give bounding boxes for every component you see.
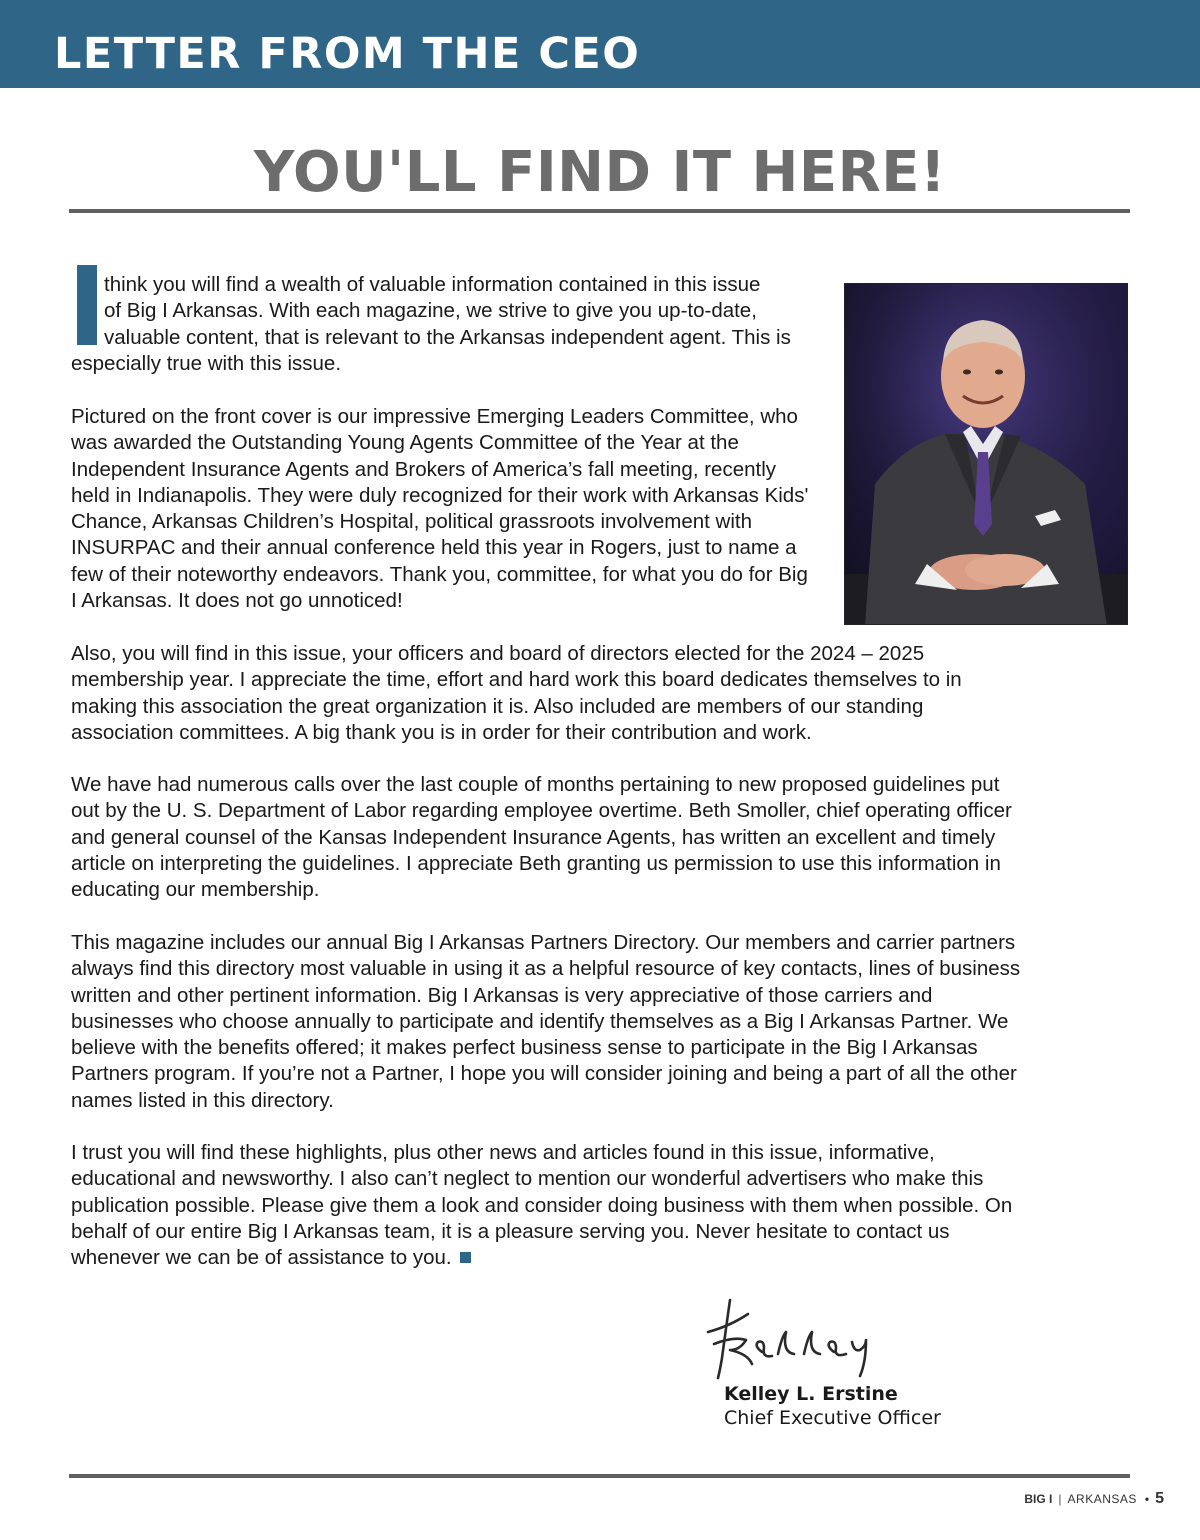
ceo-portrait bbox=[844, 283, 1128, 625]
letter-paragraph-4: We have had numerous calls over the last couple of months pertaining to new proposed guidelines put out by the U. S. Department of Labor regarding employee overtime. Beth Smoller, chief operating officer and general counsel of the Kansas Independent Insurance Agents, has written an excellent and timely article on interpreting the guidelines. I appreciate Beth granting us permission to use this information in educating our membership. bbox=[71, 773, 1012, 902]
headline-divider bbox=[69, 209, 1130, 213]
footer-separator: | bbox=[1058, 1492, 1062, 1506]
page-headline: YOU'LL FIND IT HERE! bbox=[253, 140, 947, 205]
page-footer bbox=[1024, 1490, 1164, 1508]
footer-divider bbox=[69, 1474, 1130, 1478]
letter-paragraph-1-line-3: valuable content, that is relevant to the Arkansas independent agent. This is bbox=[104, 325, 791, 349]
signer-name: Kelley L. Erstine bbox=[724, 1383, 898, 1405]
letter-paragraph-3: Also, you will find in this issue, your officers and board of directors elected for the 2024 – 2025 membership year. I appreciate the time, effort and hard work this board dedicates themselves to in making this association the great organization it is. Also included are members of our standing association committees. A big thank you is in order for their contribution and work. bbox=[71, 642, 962, 744]
section-title: LETTER FROM THE CEO bbox=[54, 29, 641, 79]
letter-paragraph-2: Pictured on the front cover is our impressive Emerging Leaders Committee, who was awarded the Outstanding Young Agents Committee of the Year at the Independent Insurance Agents and Brokers of America’s fall meeting, recently held in Indianapolis. They were duly recognized for their work with Arkansas Kids' Chance, Arkansas Children’s Hospital, political grassroots involvement with INSURPAC and their annual conference held this year in Rogers, just to name a few of their noteworthy endeavors. Thank you, committee, for what you do for Big I Arkansas. It does not go unnoticed! bbox=[71, 405, 809, 613]
footer-state: ARKANSAS bbox=[1067, 1492, 1137, 1506]
footer-bullet: • bbox=[1144, 1492, 1150, 1506]
ceo-signature bbox=[700, 1292, 880, 1384]
footer-brand: BIG I bbox=[1024, 1492, 1053, 1506]
letter-paragraph-6 bbox=[71, 1140, 1031, 1271]
section-header-bar bbox=[0, 0, 1200, 88]
letter-paragraph-1 bbox=[71, 272, 811, 377]
letter-paragraph-1-line-2: of Big I Arkansas. With each magazine, we strive to give you up-to-date, bbox=[104, 299, 757, 323]
end-of-article-square-icon bbox=[460, 1252, 471, 1263]
signer-title: Chief Executive Officer bbox=[724, 1407, 941, 1429]
ceo-portrait-illustration bbox=[845, 284, 1128, 625]
letter-paragraph-1-tail: especially true with this issue. bbox=[71, 351, 342, 375]
letter-paragraph-1-line-1: think you will find a wealth of valuable information contained in this issue bbox=[104, 273, 761, 296]
page-number: 5 bbox=[1155, 1490, 1164, 1507]
letter-paragraph-5: This magazine includes our annual Big I Arkansas Partners Directory. Our members and carrier partners always find this directory most valuable in using it as a helpful resource of key contacts, lines of business written and other pertinent information. Big I Arkansas is very appreciative of those carriers and businesses who choose annually to participate and identify themselves as a Big I Arkansas Partner. We believe with the benefits offered; it makes perfect business sense to participate in the Big I Arkansas Partners program. If you’re not a Partner, I hope you will consider joining and being a part of all the other names listed in this directory. bbox=[71, 931, 1021, 1112]
letter-paragraph-6-text: I trust you will find these highlights, plus other news and articles found in this issue, informative, educational and newsworthy. I also can’t neglect to mention our wonderful advertisers who make this publication possible. Please give them a look and consider doing business with them when possible. On behalf of our entire Big I Arkansas team, it is a pleasure serving you. Never hesitate to contact us whenever we can be of assistance to you. bbox=[71, 1141, 1013, 1270]
